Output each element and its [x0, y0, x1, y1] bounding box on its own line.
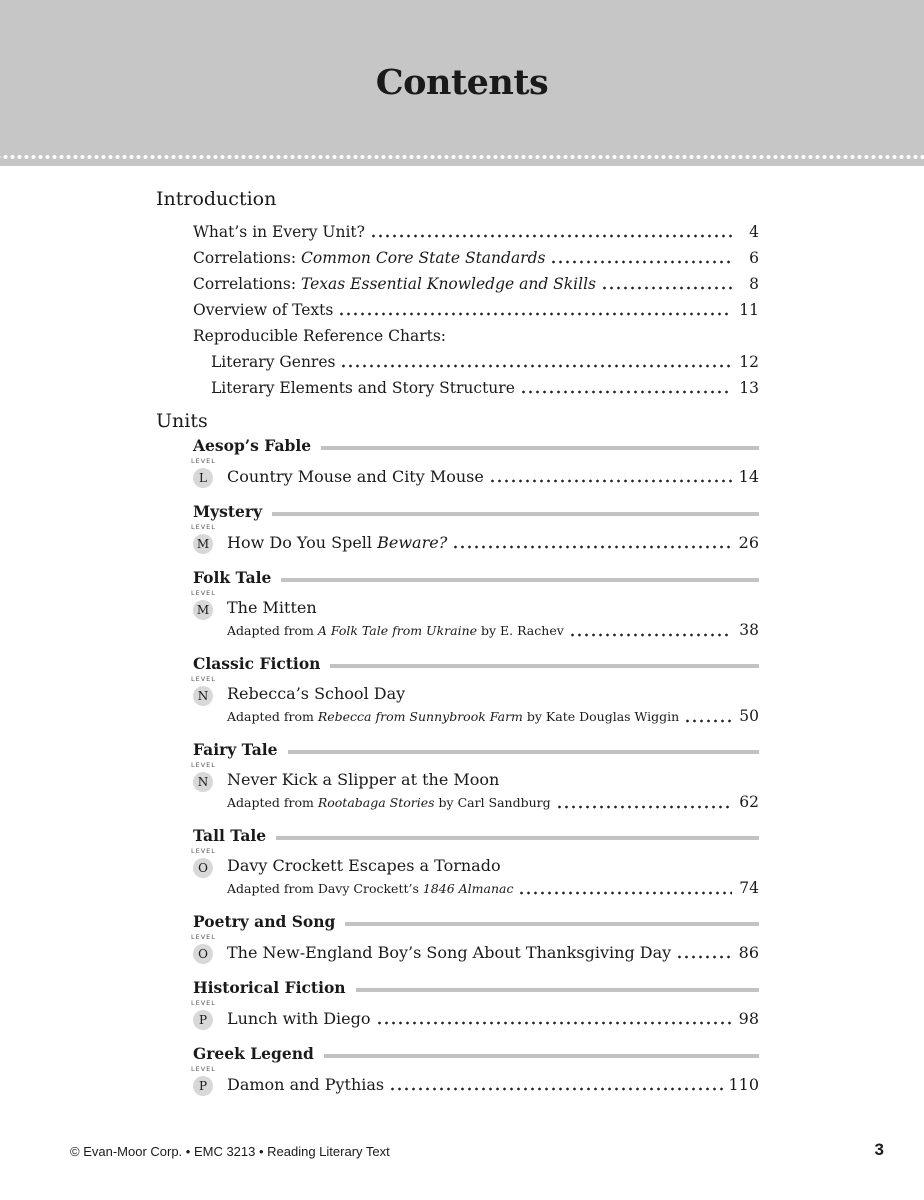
- unit-source-line: [227, 620, 759, 641]
- toc-subheading: [193, 326, 759, 346]
- toc-entry: [211, 352, 759, 372]
- level-badge: [191, 523, 215, 557]
- level-word: LEVEL: [191, 933, 216, 941]
- level-word: LEVEL: [191, 523, 216, 531]
- level-badge: [191, 589, 215, 623]
- unit-title: Rebecca’s School Day: [227, 684, 406, 703]
- unit-source: [227, 621, 564, 641]
- source-prefix: Adapted from: [227, 623, 318, 638]
- genre-heading: [193, 826, 759, 845]
- genre-label: Greek Legend: [193, 1044, 314, 1063]
- level-letter: P: [193, 1076, 213, 1096]
- unit-page: 110: [728, 1075, 759, 1094]
- level-badge: [191, 999, 215, 1033]
- dot-leader: [569, 633, 732, 637]
- toc-entry-label: Reproducible Reference Charts:: [193, 327, 447, 345]
- genre-rule: [345, 922, 759, 926]
- genre-rule: [281, 578, 759, 582]
- unit-page: 14: [738, 467, 759, 486]
- source-italic: A Folk Tale from Ukraine: [317, 623, 478, 638]
- unit-title: Lunch with Diego: [227, 1009, 371, 1028]
- source-italic: Rebecca from Sunnybrook Farm: [317, 709, 523, 724]
- genre-label: Folk Tale: [193, 568, 272, 587]
- genre-rule: [276, 836, 759, 840]
- unit-entry: [227, 943, 759, 963]
- genre-heading: [193, 502, 759, 521]
- level-word: LEVEL: [191, 761, 216, 769]
- dot-leader: [550, 260, 732, 264]
- unit-page: 86: [738, 943, 759, 962]
- unit-page: 26: [738, 533, 759, 552]
- source-suffix: by Kate Douglas Wiggin: [522, 709, 680, 724]
- toc-entry-label-prefix: Correlations:: [193, 249, 301, 267]
- toc-entry-label: Literary Elements and Story Structure: [211, 379, 515, 397]
- unit-title: The New-England Boy’s Song About Thanksgiving Day: [227, 943, 672, 962]
- level-letter: O: [193, 858, 213, 878]
- level-word: LEVEL: [191, 457, 216, 465]
- genre-heading: [193, 436, 759, 455]
- toc-entry-label: [193, 248, 545, 268]
- units-heading: Units: [156, 410, 208, 432]
- genre-label: Poetry and Song: [193, 912, 336, 931]
- unit-page: 50: [739, 707, 759, 725]
- genre-rule: [324, 1054, 759, 1058]
- source-prefix: Adapted from: [227, 709, 318, 724]
- level-letter: L: [193, 468, 213, 488]
- toc-entry-page: 8: [749, 275, 759, 293]
- level-word: LEVEL: [191, 847, 216, 855]
- dot-leader: [370, 234, 732, 238]
- toc-entry-page: 6: [749, 249, 759, 267]
- unit-entry: [227, 533, 759, 553]
- dot-leader: [520, 390, 732, 394]
- genre-rule: [321, 446, 759, 450]
- unit-source-line: [227, 706, 759, 727]
- dot-leader: [556, 805, 732, 809]
- unit-page: 38: [739, 621, 759, 639]
- toc-entry: [193, 248, 759, 268]
- toc-entry: [193, 222, 759, 242]
- toc-entry-label: What’s in Every Unit?: [193, 223, 365, 241]
- source-prefix: Adapted from: [227, 795, 318, 810]
- dot-leader: [601, 286, 732, 290]
- unit-page: 62: [739, 793, 759, 811]
- source-prefix: Adapted from Davy Crockett’s: [227, 881, 423, 896]
- source-suffix: by E. Rachev: [477, 623, 564, 638]
- genre-label: Historical Fiction: [193, 978, 346, 997]
- dot-leader: [376, 1021, 732, 1025]
- genre-rule: [330, 664, 759, 668]
- toc-entry: [193, 274, 759, 294]
- dot-leader: [389, 1087, 723, 1091]
- genre-label: Aesop’s Fable: [193, 436, 312, 455]
- level-badge: [191, 1065, 215, 1099]
- unit-title: Country Mouse and City Mouse: [227, 467, 484, 486]
- genre-label: Mystery: [193, 502, 263, 521]
- toc-entry: [193, 300, 759, 320]
- genre-rule: [288, 750, 759, 754]
- header-dotted-border: [0, 148, 924, 166]
- genre-heading: [193, 654, 759, 673]
- level-badge: [191, 933, 215, 967]
- unit-title: Damon and Pythias: [227, 1075, 385, 1094]
- unit-entry: [227, 467, 759, 487]
- level-letter: P: [193, 1010, 213, 1030]
- page-title: Contents: [375, 62, 549, 103]
- unit-title: Never Kick a Slipper at the Moon: [227, 770, 500, 789]
- genre-heading: [193, 912, 759, 931]
- level-badge: [191, 675, 215, 709]
- dot-leader: [452, 545, 732, 549]
- genre-label: Fairy Tale: [193, 740, 278, 759]
- level-letter: O: [193, 944, 213, 964]
- toc-entry: [211, 378, 759, 398]
- level-badge: [191, 847, 215, 881]
- level-word: LEVEL: [191, 1065, 216, 1073]
- level-letter: N: [193, 686, 213, 706]
- introduction-heading: Introduction: [156, 188, 277, 210]
- unit-source: [227, 707, 679, 727]
- source-italic: Rootabaga Stories: [317, 795, 435, 810]
- dot-leader: [518, 891, 732, 895]
- unit-title-italic: Beware?: [377, 533, 448, 552]
- unit-page: 98: [738, 1009, 759, 1028]
- toc-entry-page: 4: [749, 223, 759, 241]
- toc-entry-label-prefix: Correlations:: [193, 275, 301, 293]
- dot-leader: [489, 479, 732, 483]
- source-suffix: by Carl Sandburg: [434, 795, 551, 810]
- toc-entry-label: Literary Genres: [211, 353, 336, 371]
- toc-entry-page: 13: [739, 379, 759, 397]
- level-word: LEVEL: [191, 675, 216, 683]
- level-badge: [191, 761, 215, 795]
- unit-entry: [227, 1075, 759, 1095]
- level-badge: [191, 457, 215, 491]
- unit-title: The Mitten: [227, 598, 317, 617]
- genre-heading: [193, 740, 759, 759]
- footer-page-number: 3: [874, 1140, 884, 1159]
- dot-leader: [684, 719, 732, 723]
- level-word: LEVEL: [191, 999, 216, 1007]
- genre-label: Classic Fiction: [193, 654, 321, 673]
- dot-leader: [676, 955, 732, 959]
- genre-heading: [193, 978, 759, 997]
- genre-rule: [272, 512, 759, 516]
- footer-credit: © Evan-Moor Corp. • EMC 3213 • Reading Literary Text: [70, 1144, 390, 1159]
- unit-title: Davy Crockett Escapes a Tornado: [227, 856, 501, 875]
- toc-entry-page: 12: [739, 353, 759, 371]
- toc-entry-label: [193, 274, 596, 294]
- toc-entry-label-italic: Common Core State Standards: [301, 249, 546, 267]
- level-letter: N: [193, 772, 213, 792]
- unit-source: [227, 793, 551, 813]
- level-letter: M: [193, 534, 213, 554]
- unit-page: 74: [739, 879, 759, 897]
- genre-heading: [193, 568, 759, 587]
- unit-source: [227, 879, 513, 899]
- toc-entry-label-italic: Texas Essential Knowledge and Skills: [301, 275, 597, 293]
- unit-title: [227, 533, 447, 553]
- level-word: LEVEL: [191, 589, 216, 597]
- genre-label: Tall Tale: [193, 826, 267, 845]
- toc-entry-label: Overview of Texts: [193, 301, 334, 319]
- unit-title-prefix: How Do You Spell: [227, 533, 378, 552]
- dot-leader: [338, 312, 732, 316]
- genre-rule: [356, 988, 759, 992]
- source-italic: 1846 Almanac: [422, 881, 514, 896]
- unit-source-line: [227, 878, 759, 899]
- level-letter: M: [193, 600, 213, 620]
- unit-source-line: [227, 792, 759, 813]
- unit-entry: [227, 1009, 759, 1029]
- genre-heading: [193, 1044, 759, 1063]
- dot-leader: [340, 364, 732, 368]
- toc-entry-page: 11: [739, 301, 759, 319]
